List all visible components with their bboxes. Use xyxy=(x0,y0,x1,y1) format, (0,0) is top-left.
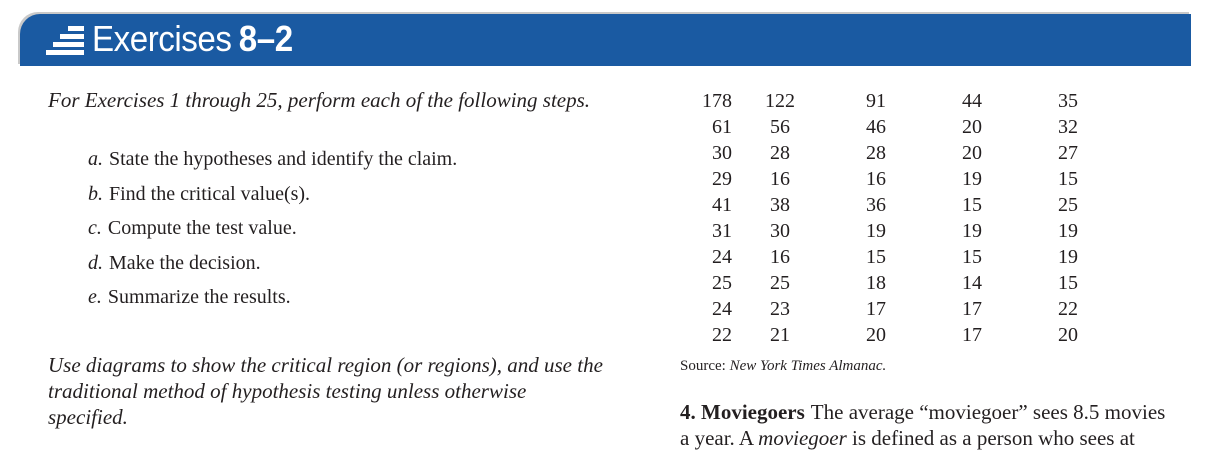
table-cell: 19 xyxy=(1058,246,1078,268)
table-cell: 46 xyxy=(866,116,886,138)
problem-title: Moviegoers xyxy=(701,400,805,424)
step-text: State the hypotheses and identify the claim. xyxy=(109,148,458,170)
table-cell: 17 xyxy=(962,298,982,320)
table-cell: 30 xyxy=(712,142,732,164)
section-title-word: Exercises xyxy=(92,18,232,59)
instructions-column xyxy=(48,87,608,308)
table-cell: 19 xyxy=(962,220,982,242)
problem-line2-start: a year. A xyxy=(680,426,753,450)
table-row xyxy=(668,166,1116,192)
step-text: Summarize the results. xyxy=(107,286,291,308)
table-cell: 16 xyxy=(770,246,790,268)
problem-line1: The average “moviegoer” sees 8.5 movies xyxy=(810,400,1166,424)
instructions-intro: For Exercises 1 through 25, perform each of the following steps. xyxy=(48,88,591,112)
step-text: Make the decision. xyxy=(109,251,261,274)
step-letter: b. xyxy=(88,182,103,205)
problem-4 xyxy=(680,399,1200,451)
table-cell: 41 xyxy=(712,194,732,216)
table-row xyxy=(668,218,1116,244)
step-letter: c. xyxy=(88,217,102,239)
instructions-note: Use diagrams to show the critical region (or regions), and use the traditional method of hypothesis testing unless otherwise specified. xyxy=(48,353,603,429)
section-number: 8–2 xyxy=(238,18,293,59)
table-row xyxy=(668,244,1116,270)
step-text: Find the critical value(s). xyxy=(109,182,311,205)
steps-list xyxy=(88,147,457,320)
table-cell: 20 xyxy=(962,142,982,164)
table-cell: 18 xyxy=(866,272,886,294)
table-cell: 16 xyxy=(770,168,790,190)
problem-line2 xyxy=(680,425,1200,451)
problem-number: 4. xyxy=(680,400,696,424)
table-cell: 22 xyxy=(712,324,732,346)
table-cell: 31 xyxy=(712,220,732,242)
table-cell: 32 xyxy=(1058,116,1078,138)
source-line xyxy=(680,358,886,375)
step-letter: a. xyxy=(88,148,103,170)
table-cell: 23 xyxy=(770,298,790,320)
step-c xyxy=(88,216,457,251)
table-row xyxy=(668,192,1116,218)
table-cell: 25 xyxy=(712,272,732,294)
table-cell: 17 xyxy=(866,298,886,320)
table-cell: 19 xyxy=(1058,220,1078,242)
data-table xyxy=(668,88,1116,348)
table-row xyxy=(668,296,1116,322)
table-cell: 15 xyxy=(962,194,982,216)
table-cell: 27 xyxy=(1058,142,1078,164)
table-cell: 16 xyxy=(866,168,886,190)
stacked-bars-icon xyxy=(46,26,84,56)
table-cell: 61 xyxy=(712,116,732,138)
table-cell: 36 xyxy=(866,194,886,216)
step-text: Compute the test value. xyxy=(107,217,297,239)
source-publication: New York Times Almanac. xyxy=(729,358,887,374)
step-b xyxy=(88,182,457,217)
table-cell: 38 xyxy=(770,194,790,216)
step-a xyxy=(88,147,457,182)
table-cell: 21 xyxy=(770,324,790,346)
table-cell: 25 xyxy=(770,272,790,294)
table-cell: 91 xyxy=(866,90,886,112)
table-row xyxy=(668,88,1116,114)
table-cell: 19 xyxy=(962,168,982,190)
table-cell: 30 xyxy=(770,220,790,242)
table-cell: 15 xyxy=(962,246,982,268)
step-d xyxy=(88,251,457,286)
problem-line2-keyword: moviegoer xyxy=(758,426,847,450)
step-e xyxy=(88,285,457,320)
table-cell: 56 xyxy=(770,116,790,138)
table-cell: 19 xyxy=(866,220,886,242)
table-row xyxy=(668,114,1116,140)
table-cell: 24 xyxy=(712,298,732,320)
step-letter: e. xyxy=(88,286,102,308)
section-title xyxy=(92,18,293,60)
table-row xyxy=(668,270,1116,296)
table-cell: 22 xyxy=(1058,298,1078,320)
table-cell: 122 xyxy=(765,90,795,112)
problem-line2-end: is defined as a person who sees at xyxy=(852,426,1135,450)
table-cell: 14 xyxy=(962,272,982,294)
table-cell: 28 xyxy=(770,142,790,164)
table-cell: 15 xyxy=(1058,272,1078,294)
source-label: Source: xyxy=(680,358,726,374)
table-cell: 20 xyxy=(962,116,982,138)
table-cell: 15 xyxy=(866,246,886,268)
table-row xyxy=(668,322,1116,348)
table-cell: 44 xyxy=(962,90,982,112)
table-cell: 20 xyxy=(866,324,886,346)
table-cell: 15 xyxy=(1058,168,1078,190)
table-cell: 24 xyxy=(712,246,732,268)
step-letter: d. xyxy=(88,251,103,274)
table-cell: 35 xyxy=(1058,90,1078,112)
table-cell: 178 xyxy=(702,90,732,112)
table-cell: 20 xyxy=(1058,324,1078,346)
table-cell: 25 xyxy=(1058,194,1078,216)
table-cell: 28 xyxy=(866,142,886,164)
table-row xyxy=(668,140,1116,166)
section-banner xyxy=(20,14,1191,66)
table-cell: 29 xyxy=(712,168,732,190)
table-cell: 17 xyxy=(962,324,982,346)
